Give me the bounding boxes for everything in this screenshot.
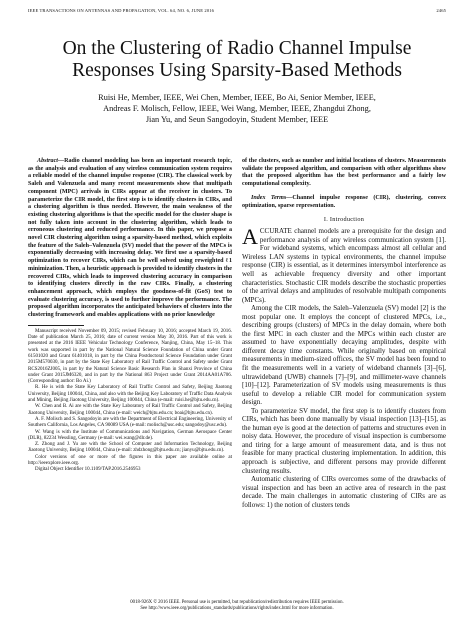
footnote-color-versions: Color versions of one or more of the figures in this paper are available online at http://ieeexplore.ieee.org.: [28, 454, 232, 466]
journal-name: IEEE TRANSACTIONS ON ANTENNAS AND PROPAGATION, VOL. 64, NO. 6, JUNE 2016: [28, 8, 215, 13]
title-line-1: On the Clustering of Radio Channel Impulse: [62, 38, 412, 59]
index-terms: [242, 195, 446, 210]
abstract: [28, 158, 232, 320]
page-number: 2465: [436, 8, 446, 13]
abstract-label: Abstract—: [37, 158, 65, 164]
intro-paragraph-3: To parameterize SV model, the first step is to identify clusters from CIRs, which has been done manually by visual inspection [13]–[15], as the human eye is good at the detection of patterns and structures even in noisy data. However, the procedure of visual inspection is cumbersome and tiring for a large amount of measurement data, and is thus not feasible for many practical clustering implementation. In addition, this approach is subjective, and different persons may provide different clustering results.: [242, 406, 446, 475]
footnote-divider: [28, 325, 84, 326]
section-heading-introduction: I. Introduction: [323, 216, 365, 224]
index-terms-text: Channel impulse response (CIR), clustering, convex optimization, sparse representation.: [242, 194, 446, 209]
author-list: [28, 92, 446, 125]
intro-paragraph-1-text: channel models are a prerequisite for the design and performance analysis of any wireless communication system [1]. For wideband systems, which encompass almost all cellular and Wireless LAN systems in typical environments, the channel impulse response (CIR) is essential, as it determines intersymbol interference as well as achievable frequency diversity and other important characteristics. Stochastic CIR models describe the stochastic properties of the arrival delays and amplitudes of resolvable multipath components (MPCs).: [242, 227, 447, 304]
intro-paragraph-4: Automatic clustering of CIRs overcomes some of the drawbacks of visual inspection and has been an active area of research in the past decade. The main challenges in automatic clustering of CIRs are as follows: 1) the notion of clusters tends: [242, 475, 446, 509]
drop-cap-lead: CCURATE: [259, 227, 292, 236]
author-line-3: Jian Yu, and Seun Sangodoyin, Student Member, IEEE: [145, 115, 329, 124]
copyright-footer: [28, 600, 446, 612]
footnote-affiliation-chen-ai: W. Chen and B. Ai are with the State Key Laboratory of Rail Traffic Control and Safety, Beijing Jiaotong University, Beijing 100044, China (e-mail: weich@bjtu.edu.cn; boai@bjtu.edu.cn).: [28, 404, 232, 416]
footnote-doi: Digital Object Identifier 10.1109/TAP.2016.2546953: [35, 467, 141, 473]
copyright-line: 0018-926X © 2016 IEEE. Personal use is permitted, but republication/redistribution requires IEEE permission.: [130, 600, 344, 605]
rights-url-line: See http://www.ieee.org/publications_standards/publications/rights/index.html for more information.: [140, 606, 334, 611]
introduction-body: [242, 224, 447, 509]
title-line-2: Responses Using Sparsity-Based Methods: [72, 60, 402, 81]
paper-title: [20, 38, 454, 82]
right-column: [242, 158, 446, 509]
author-line-2: Andreas F. Molisch, Fellow, IEEE, Wei Wang, Member, IEEE, Zhangdui Zhong,: [103, 104, 371, 113]
author-line-1: Ruisi He, Member, IEEE, Wei Chen, Member, IEEE, Bo Ai, Senior Member, IEEE,: [98, 93, 376, 102]
abstract-text: Radio channel modeling has been an important research topic, as the analysis and evaluation of any wireless communication system requires a reliable model of the channel impulse response (CIR). The classical work by Saleh and Valenzuela and many recent measurements show that multipath component (MPC) arrivals in CIRs appear at the receiver in clusters. To parameterize the CIR model, the first step is to identify clusters in CIRs, and a clustering algorithm is thus needed. However, the main weakness of the existing clustering algorithms is that the specific model for the cluster shape is not fully taken into account in the clustering algorithm, which leads to erroneous clustering and reduced performance. In this paper, we propose a novel CIR clustering algorithm using a sparsity-based method, which exploits the feature of the Saleh–Valenzuela (SV) model that the power of the MPCs is exponentially decreasing with increasing delay. We first use a sparsity-based optimization to recover CIRs, which can be well solved using reweighted ℓ1 minimization. Then, a heuristic approach is provided to identify clusters in the recovered CIRs, which leads to improved clustering accuracy in comparison to identifying clusters directly in the raw CIRs. Finally, a clustering enhancement approach, which employs the goodness-of-fit (GoS) test to evaluate clustering accuracy, is used to further improve the performance. The proposed algorithm incorporates the anticipated behaviors of clusters into the clustering framework and enables applications with no prior knowledge: [28, 158, 232, 319]
intro-paragraph-2: Among the CIR models, the Saleh–Valenzuela (SV) model [2] is the most popular one. It employs the concept of clustered MPCs, i.e., describing groups (clusters) of MPCs in the delay domain, where both the first MPC in each cluster and the MPCs within each cluster are assumed to have exponentially decaying amplitudes, despite with different decay time constants. While originally based on empirical measurements in medium-sized offices, the SV model has been found to fit the measurements well in a variety of wideband channels [3]–[6], ultrawideband (UWB) channels [7]–[9], and millimeter-wave channels [10]–[12]. Parameterization of SV models using measurements is thus useful to develop a reliable CIR model for communication system design.: [242, 304, 446, 407]
index-terms-label: Index Terms—: [251, 194, 293, 201]
abstract-continued: of the clusters, such as number and initial locations of clusters. Measurements validate the proposed algorithm, and comparison with other algorithms show that the proposed algorithm has the best performance and a fairly low computational complexity.: [242, 158, 446, 188]
footnote-affiliation-molisch: A. F. Molisch and S. Sangodoyin are with the Department of Electrical Engineering, University of Southern California, Los Angeles, CA 90089 USA (e-mail: molisch@usc.edu; sangodoy@usc.edu).: [28, 416, 232, 429]
intro-paragraph-1: [242, 224, 447, 304]
footnote-manuscript: Manuscript received November 09, 2015; revised February 10, 2016; accepted March 19, 2016. Date of publication March 25, 2016; date of current version May 30, 2016. Part of this work is presented at the 2016 IEEE Vehicular Technology Conference, Nanjing, China, May 15–18. This work was supported in part by the National Natural Science Foundation of China under Grant 61501020 and Grant 61401018, in part by the China Postdoctoral Science Foundation under Grant 2015M570030, in part by the State Key Laboratory of Rail Traffic Control and Safety under Grant RCS2016ZJ005, in part by the Natural Science Basic Research Plan in Shanxi Province of China under Grant 2015JM6320, and in part by the National 863 Project under Grant 2014AA01A706. (Corresponding author: Bo Ai.): [28, 328, 232, 385]
footnote-affiliation-wang: W. Wang is with the Institute of Communications and Navigation, German Aerospace Center (DLR), 82234 Wessling, Germany (e-mail: wei.wang@dlr.de).: [28, 429, 232, 441]
drop-cap: A: [242, 224, 258, 250]
left-column: [28, 158, 232, 474]
footnote-affiliation-zhong-yu: Z. Zhong and J. Yu are with the School of Computer and Information Technology, Beijing Jiaotong University, Beijing 100044, China (e-mail: zhdzhong@bjtu.edu.cn; jianyu@bjtu.edu.cn).: [28, 442, 232, 454]
running-header: [28, 8, 446, 13]
footnote-affiliation-he: R. He is with the State Key Laboratory of Rail Traffic Control and Safety, Beijing Jiaotong University, Beijing 100044, China, and also with the Beijing Key Laboratory of Traffic Data Analysis and Mining, Beijing Jiaotong University, Beijing 100044, China (e-mail: ruisi.he@bjtu.edu.cn).: [28, 385, 232, 404]
